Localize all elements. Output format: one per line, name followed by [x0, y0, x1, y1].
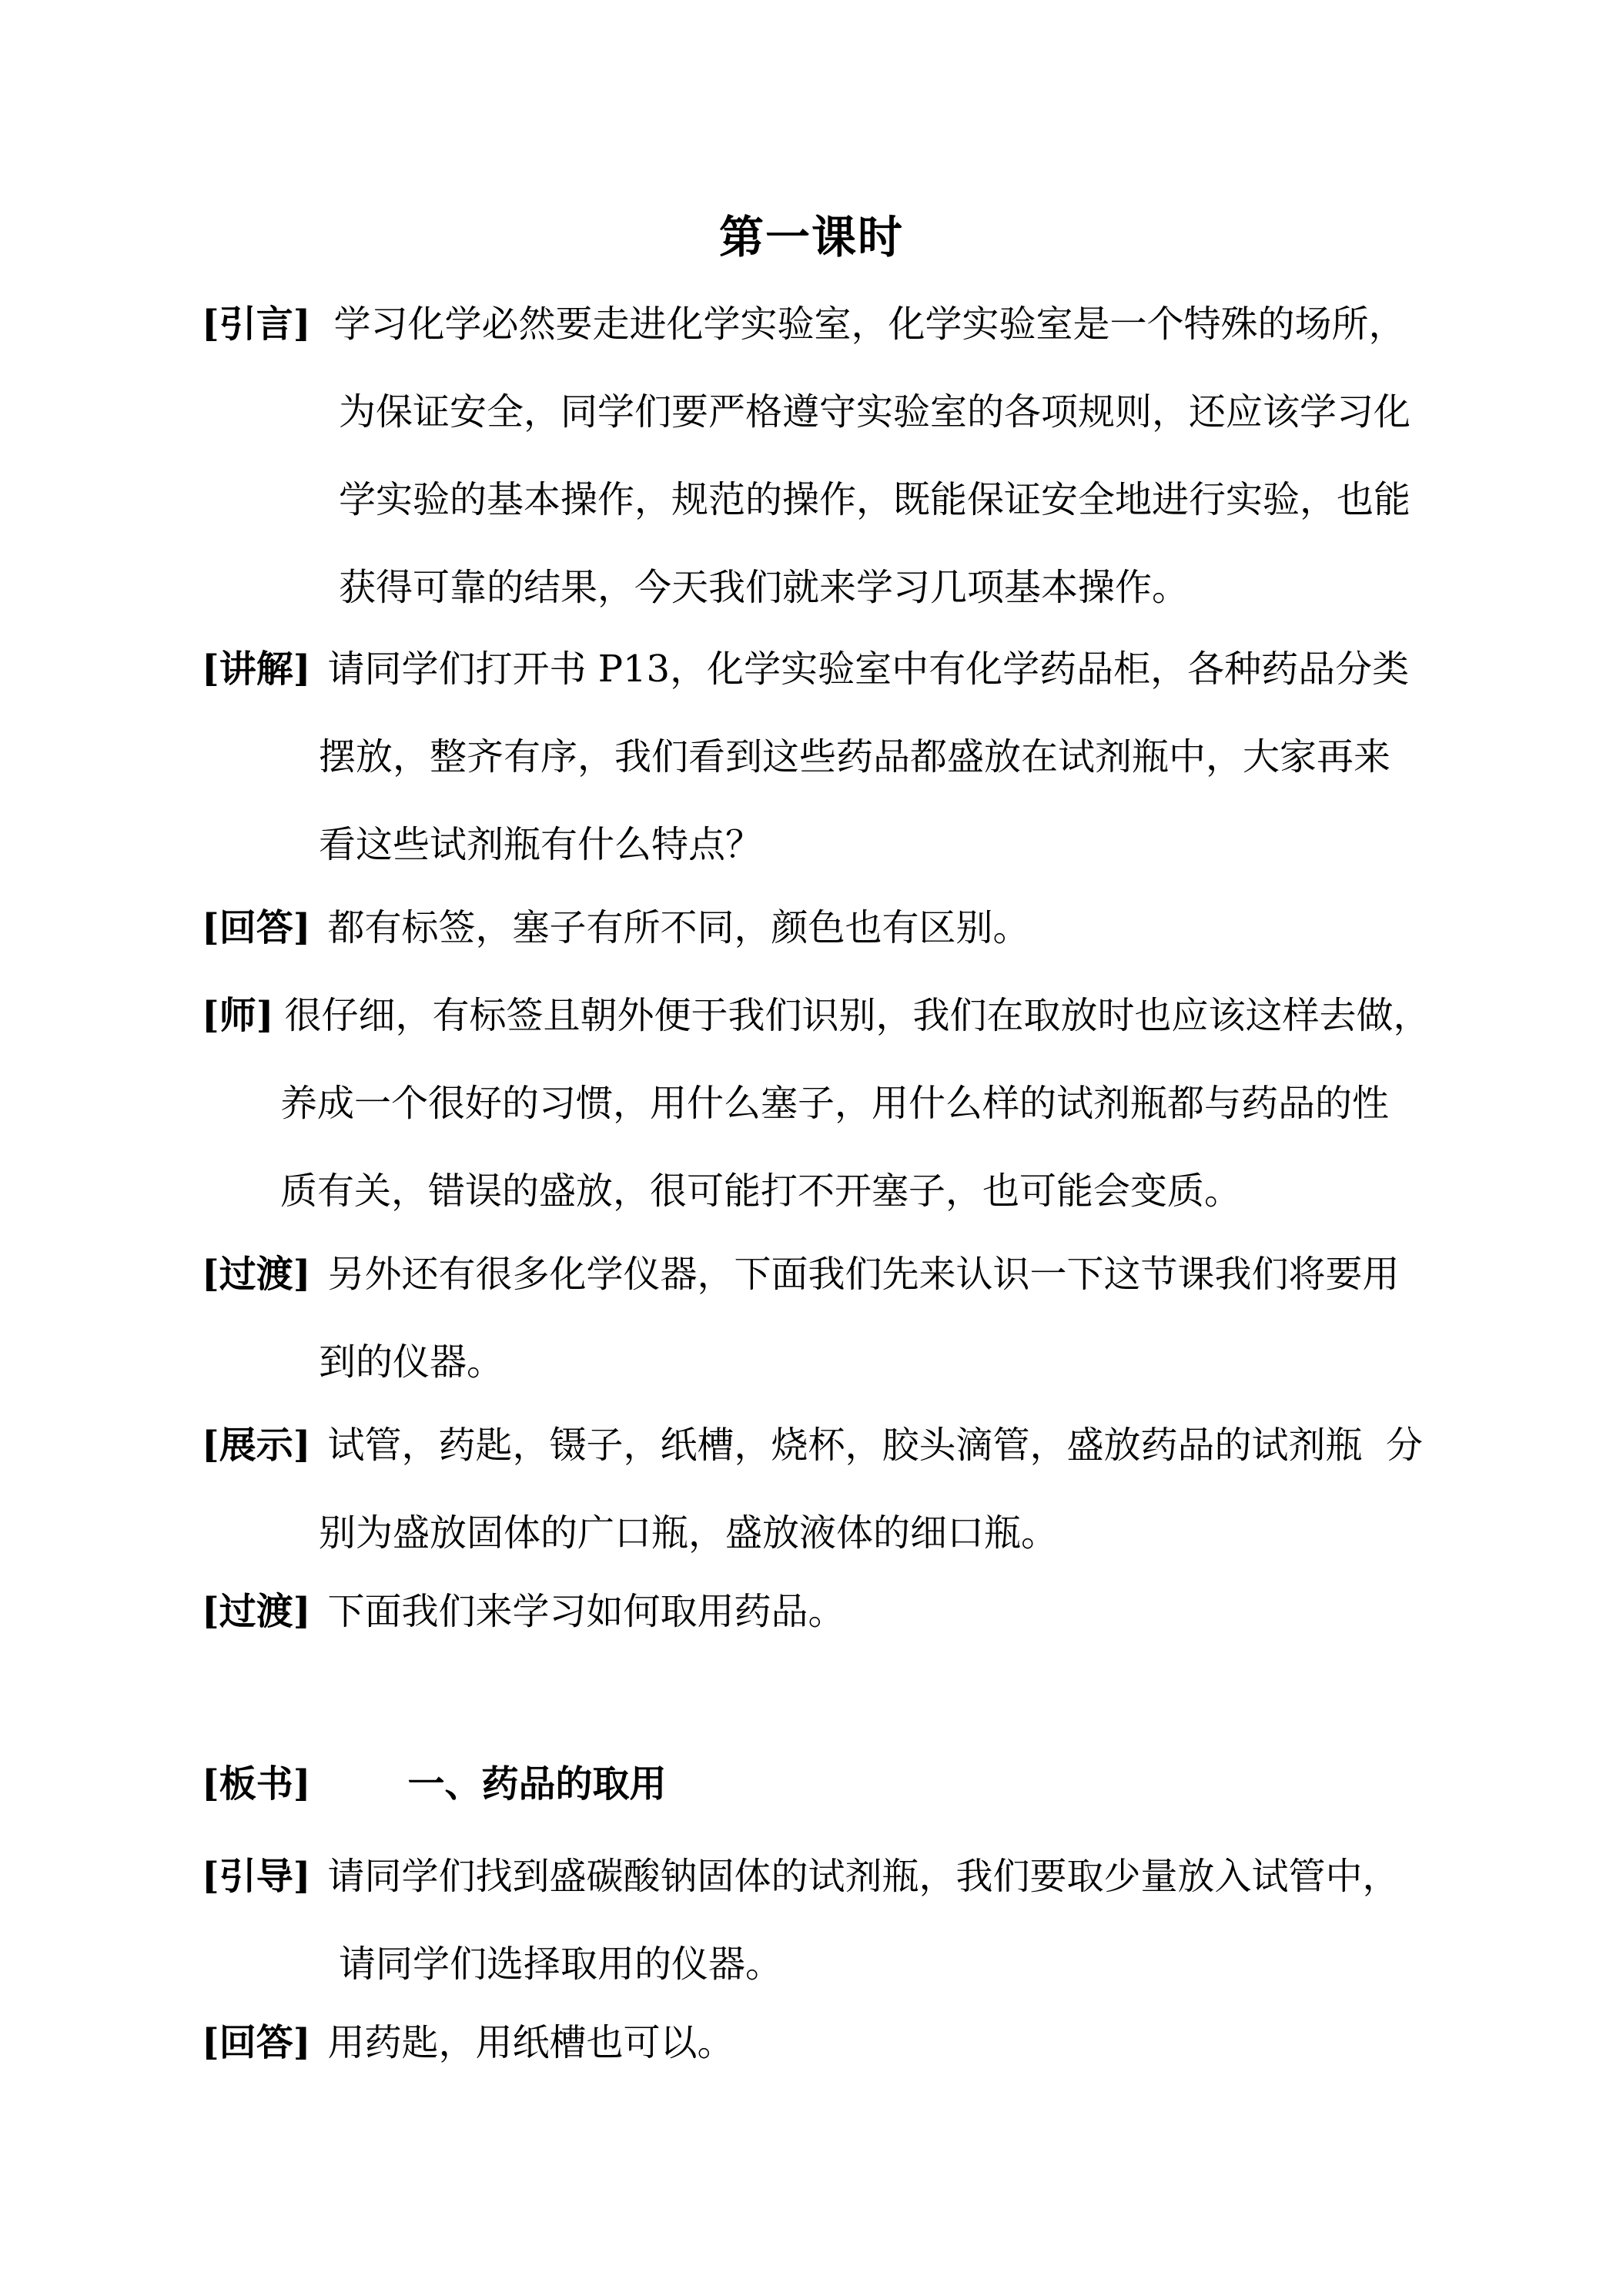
entry-board	[202, 1740, 1449, 1828]
entry-line: 养成一个很好的习惯，用什么塞子，用什么样的试剂瓶都与药品的性	[280, 1082, 1390, 1125]
entry-line: 学习化学必然要走进化学实验室，化学实验室是一个特殊的场所，	[333, 303, 1406, 346]
entry-line: 为保证安全，同学们要严格遵守实验室的各项规则，还应该学习化	[339, 390, 1411, 433]
entry-display	[202, 1401, 1449, 1577]
entry-tag: [师]	[202, 994, 274, 1037]
entry-answer-2	[202, 1999, 1449, 2087]
entry-tag: [引言]	[202, 303, 311, 346]
entry-line: 获得可靠的结果，今天我们就来学习几项基本操作。	[339, 566, 1190, 609]
entry-tag: [讲解]	[202, 648, 311, 691]
entry-explanation	[202, 625, 1449, 889]
entry-guide	[202, 1832, 1449, 2008]
entry-intro	[202, 280, 1449, 631]
entry-answer	[202, 884, 1449, 972]
page-title: 第一课时	[718, 211, 904, 263]
entry-transition-2	[202, 1568, 1449, 1655]
entry-tag: [板书]	[202, 1762, 311, 1806]
entry-line: 别为盛放固体的广口瓶，盛放液体的细口瓶。	[319, 1511, 1059, 1555]
section-heading: 一、药品的取用	[407, 1762, 667, 1806]
entry-line: 用药匙，用纸槽也可以。	[327, 2021, 735, 2064]
entry-tag: [引导]	[202, 1855, 311, 1898]
entry-line: 很仔细，有标签且朝外便于我们识别，我们在取放时也应该这样去做，	[284, 994, 1431, 1037]
entry-line: 摆放，整齐有序，我们看到这些药品都盛放在试剂瓶中，大家再来	[319, 735, 1391, 778]
entry-tag: [回答]	[202, 906, 311, 949]
entry-line: 请同学们打开书 P13，化学实验室中有化学药品柜，各种药品分类	[327, 648, 1410, 691]
entry-line: 看这些试剂瓶有什么特点？	[319, 823, 763, 866]
entry-line: 请同学们找到盛碳酸钠固体的试剂瓶，我们要取少量放入试管中，	[327, 1855, 1400, 1898]
entry-tag: [过渡]	[202, 1590, 311, 1633]
entry-tag: [过渡]	[202, 1253, 311, 1296]
entry-transition	[202, 1230, 1449, 1406]
entry-line: 学实验的基本操作，规范的操作，既能保证安全地进行实验，也能	[339, 478, 1411, 521]
entry-line: 请同学们选择取用的仪器。	[339, 1943, 783, 1986]
entry-line: 下面我们来学习如何取用药品。	[327, 1590, 845, 1633]
entry-line: 到的仪器。	[319, 1340, 504, 1384]
entry-tag: [展示]	[202, 1424, 311, 1467]
entry-line: 另外还有很多化学仪器，下面我们先来认识一下这节课我们将要用	[327, 1253, 1400, 1296]
entry-tag: [回答]	[202, 2021, 311, 2064]
entry-line: 都有标签，塞子有所不同，颜色也有区别。	[327, 906, 1030, 949]
entry-line: 质有关，错误的盛放，很可能打不开塞子，也可能会变质。	[280, 1170, 1242, 1213]
entry-line: 试管，药匙，镊子，纸槽，烧杯，胶头滴管，盛放药品的试剂瓶 分	[327, 1424, 1423, 1467]
entry-teacher	[202, 972, 1449, 1235]
